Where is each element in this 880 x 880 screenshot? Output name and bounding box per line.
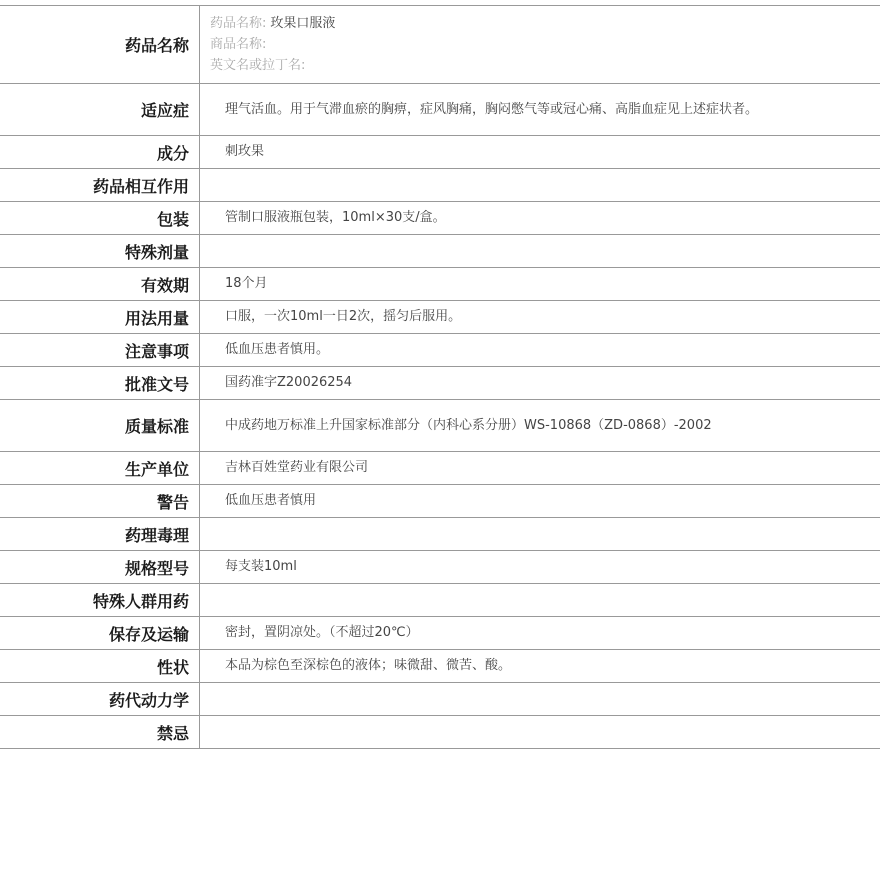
row-label: 包装 <box>0 202 200 235</box>
row-label: 有效期 <box>0 268 200 301</box>
row-value: 管制口服液瓶包装，10ml×30支/盒。 <box>200 202 880 235</box>
row-special-dosage <box>0 235 880 268</box>
row-label: 保存及运输 <box>0 617 200 650</box>
row-value <box>200 169 880 202</box>
row-manufacturer <box>0 452 880 485</box>
row-value: 刺玫果 <box>200 136 880 169</box>
row-value: 吉林百姓堂药业有限公司 <box>200 452 880 485</box>
row-pharmacokinetics <box>0 683 880 716</box>
row-value: 国药准字Z20026254 <box>200 367 880 400</box>
row-storage <box>0 617 880 650</box>
row-value <box>200 584 880 617</box>
row-label: 特殊人群用药 <box>0 584 200 617</box>
row-label: 规格型号 <box>0 551 200 584</box>
row-value: 本品为棕色至深棕色的液体；味微甜、微苦、酸。 <box>200 650 880 683</box>
row-value: 低血压患者慎用。 <box>200 334 880 367</box>
drug-spec-table <box>0 5 880 749</box>
row-contraindications <box>0 716 880 749</box>
generic-name-value: 玫果口服液 <box>270 16 336 31</box>
row-indications <box>0 84 880 136</box>
row-special-population <box>0 584 880 617</box>
row-label: 注意事项 <box>0 334 200 367</box>
row-approval-number <box>0 367 880 400</box>
row-value: 理气活血。用于气滞血瘀的胸痹，症风胸痛，胸闷憋气等或冠心痛、高脂血症见上述症状者。 <box>200 84 880 136</box>
row-label: 药品相互作用 <box>0 169 200 202</box>
row-quality-standard <box>0 400 880 452</box>
row-value <box>200 716 880 749</box>
row-value: 每支装10ml <box>200 551 880 584</box>
row-label: 质量标准 <box>0 400 200 452</box>
generic-name-label: 药品名称: <box>210 16 267 31</box>
row-label: 适应症 <box>0 84 200 136</box>
row-specification <box>0 551 880 584</box>
trade-name-label: 商品名称: <box>210 37 267 52</box>
row-label: 生产单位 <box>0 452 200 485</box>
row-label: 禁忌 <box>0 716 200 749</box>
row-label: 警告 <box>0 485 200 518</box>
row-label: 用法用量 <box>0 301 200 334</box>
row-packaging <box>0 202 880 235</box>
row-label: 批准文号 <box>0 367 200 400</box>
row-value: 18个月 <box>200 268 880 301</box>
row-value: 密封，置阴凉处。（不超过20℃） <box>200 617 880 650</box>
row-label: 性状 <box>0 650 200 683</box>
row-label: 特殊剂量 <box>0 235 200 268</box>
row-value: 口服，一次10ml一日2次，摇匀后服用。 <box>200 301 880 334</box>
english-name-label: 英文名或拉丁名: <box>210 58 306 73</box>
row-warning <box>0 485 880 518</box>
row-precautions <box>0 334 880 367</box>
row-value: 中成药地万标准上升国家标准部分（内科心系分册）WS-10868（ZD-0868）-2002 <box>200 400 880 452</box>
row-pharmacology <box>0 518 880 551</box>
row-label: 药理毒理 <box>0 518 200 551</box>
row-value <box>200 235 880 268</box>
row-value: 低血压患者慎用 <box>200 485 880 518</box>
row-label: 药代动力学 <box>0 683 200 716</box>
row-value <box>200 518 880 551</box>
row-label: 成分 <box>0 136 200 169</box>
drug-name-row <box>0 6 880 84</box>
row-description <box>0 650 880 683</box>
row-interactions <box>0 169 880 202</box>
generic-name-line <box>210 13 790 34</box>
row-value <box>200 683 880 716</box>
drug-name-label: 药品名称 <box>0 6 200 84</box>
row-ingredients <box>0 136 880 169</box>
drug-name-value <box>200 6 880 84</box>
row-dosage <box>0 301 880 334</box>
row-shelf-life <box>0 268 880 301</box>
